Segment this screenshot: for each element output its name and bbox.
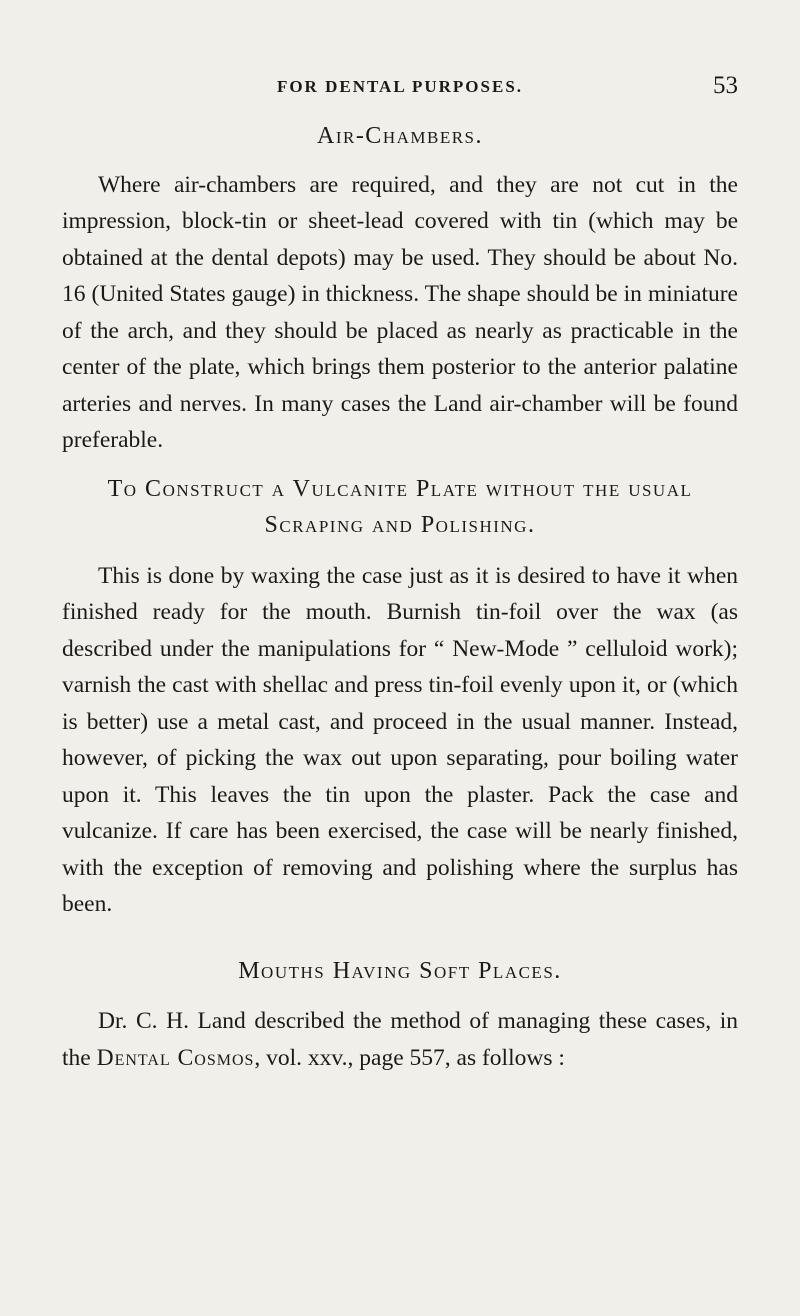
paragraph-soft-places [62, 1003, 738, 1076]
page-number: 53 [713, 72, 738, 99]
running-title: FOR DENTAL PURPOSES. [276, 77, 524, 96]
heading-line-1: To Construct a Vulcanite Plate without the usual [107, 475, 693, 502]
paragraph-air-chambers: Where air-chambers are required, and they are not cut in the impression, block-tin or sheet-lead covered with tin (which may be obtained at the dental depots) may be used. They should be about No. 16 (United States gauge) in thickness. The shape should be in miniature of the arch, and they should be placed as nearly as practicable in the center of the plate, which brings them posterior to the anterior palatine arteries and nerves. In many cases the Land air-chamber will be found preferable. [62, 171, 738, 453]
paragraph-vulcanite-plate: This is done by waxing the case just as it is desired to have it when finished ready for the mouth. Burnish tin-foil over the wax (as described under the manipulations for “ New-Mode ” celluloid work); varnish the cast with shellac and press tin-foil evenly upon it, or (which is better) use a metal cast, and proceed in the usual manner. Instead, however, of picking the wax out upon separating, pour boiling water upon it. This leaves the tin upon the plaster. Pack the case and vulcanize. If care has been exercised, the case will be nearly finished, with the exception of removing and polishing where the surplus has been. [62, 562, 738, 917]
section-heading-vulcanite-plate [62, 471, 738, 544]
paragraph-text-after: , vol. xxv., page 557, as follows : [254, 1044, 565, 1071]
section-heading-air-chambers: Air-Chambers. [316, 123, 484, 149]
paragraph-text-before: Dr. C. H. Land described the method of managing these cases, in the [62, 1008, 738, 1071]
section-heading-soft-places: Mouths Having Soft Places. [238, 957, 562, 984]
heading-line-2: Scraping and Polishing. [264, 512, 536, 538]
running-head [62, 72, 738, 102]
page-body [62, 118, 738, 1076]
journal-title: Dental Cosmos [96, 1044, 255, 1071]
